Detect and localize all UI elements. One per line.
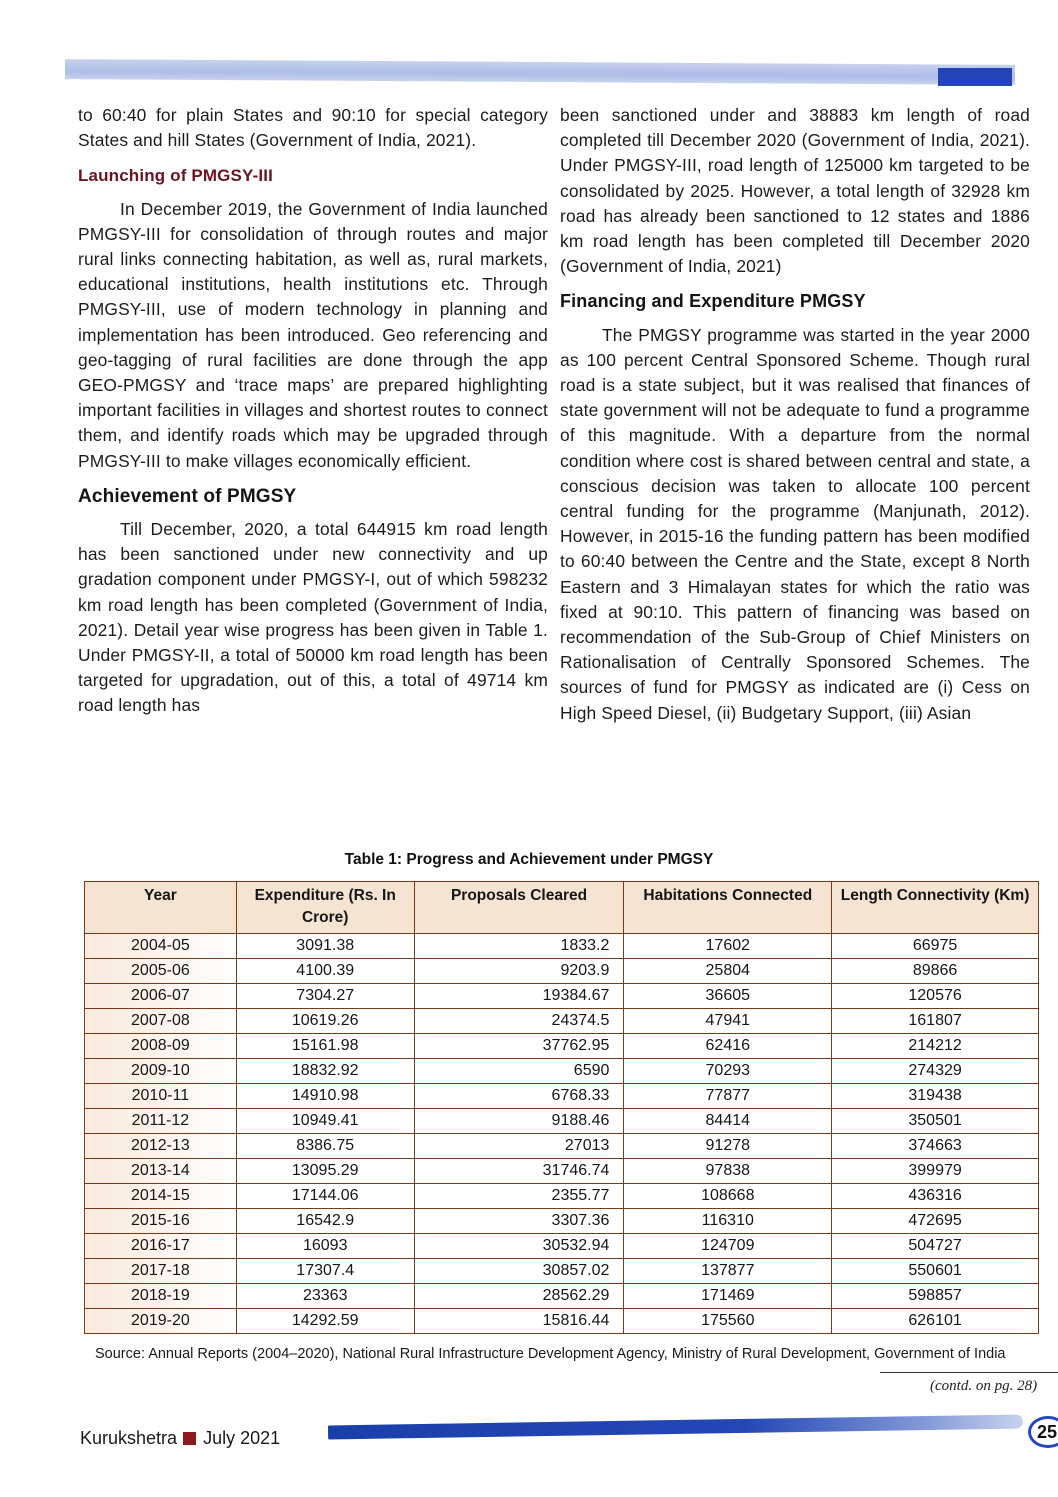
cell-habitations: 116310	[624, 1209, 832, 1234]
cell-habitations: 91278	[624, 1134, 832, 1159]
cell-year: 2017-18	[85, 1259, 237, 1284]
table-row	[85, 1034, 1039, 1059]
cell-year: 2014-15	[85, 1184, 237, 1209]
cell-year: 2011-12	[85, 1109, 237, 1134]
square-bullet-icon	[183, 1432, 196, 1445]
table-row	[85, 1009, 1039, 1034]
progress-table	[84, 881, 1039, 1334]
cell-expenditure: 16542.9	[236, 1209, 414, 1234]
cell-proposals: 31746.74	[414, 1159, 624, 1184]
cell-length: 436316	[832, 1184, 1039, 1209]
intro-paragraph: to 60:40 for plain States and 90:10 for special category States and hill States (Government of India, 2021).	[78, 105, 548, 151]
header-year: Year	[85, 882, 237, 934]
cell-length: 550601	[832, 1259, 1039, 1284]
cell-habitations: 17602	[624, 934, 832, 959]
cell-year: 2008-09	[85, 1034, 237, 1059]
cell-length: 319438	[832, 1084, 1039, 1109]
cell-proposals: 9203.9	[414, 959, 624, 984]
pmgsy-iii-paragraph: In December 2019, the Government of India launched PMGSY-III for consolidation of through routes and major rural links connecting habitation, as well as, rural markets, educational institutions, health institutions etc. Through PMGSY-III, use of modern technology in planning and implementation has been introduced. Geo referencing and geo-tagging of rural facilities are done through the app GEO-PMGSY and ‘trace maps’ are prepared highlighting important facilities in villages and shortest routes to connect them, and identify roads which may be upgraded through PMGSY-III to make villages economically efficient.	[78, 198, 548, 471]
cell-year: 2007-08	[85, 1009, 237, 1034]
cell-year: 2019-20	[85, 1309, 237, 1334]
cell-proposals: 19384.67	[414, 984, 624, 1009]
cell-habitations: 77877	[624, 1084, 832, 1109]
table-row	[85, 1309, 1039, 1334]
cell-proposals: 27013	[414, 1134, 624, 1159]
header-expenditure: Expenditure (Rs. In Crore)	[236, 882, 414, 934]
cell-habitations: 36605	[624, 984, 832, 1009]
cell-proposals: 37762.95	[414, 1034, 624, 1059]
table-row	[85, 1159, 1039, 1184]
left-column	[78, 103, 548, 719]
table-row	[85, 1259, 1039, 1284]
cell-proposals: 28562.29	[414, 1284, 624, 1309]
cell-length: 350501	[832, 1109, 1039, 1134]
issue-date: July 2021	[203, 1428, 281, 1448]
cell-year: 2006-07	[85, 984, 237, 1009]
cell-habitations: 124709	[624, 1234, 832, 1259]
cell-length: 626101	[832, 1309, 1039, 1334]
cell-expenditure: 14292.59	[236, 1309, 414, 1334]
cell-year: 2009-10	[85, 1059, 237, 1084]
cell-habitations: 175560	[624, 1309, 832, 1334]
cell-year: 2004-05	[85, 934, 237, 959]
cell-proposals: 30857.02	[414, 1259, 624, 1284]
cell-proposals: 15816.44	[414, 1309, 624, 1334]
cell-expenditure: 7304.27	[236, 984, 414, 1009]
table-row	[85, 1209, 1039, 1234]
cell-proposals: 6590	[414, 1059, 624, 1084]
cell-year: 2015-16	[85, 1209, 237, 1234]
cell-habitations: 171469	[624, 1284, 832, 1309]
cell-expenditure: 18832.92	[236, 1059, 414, 1084]
continued-note: (contd. on pg. 28)	[930, 1378, 1038, 1394]
cell-expenditure: 8386.75	[236, 1134, 414, 1159]
cell-length: 214212	[832, 1034, 1039, 1059]
cell-expenditure: 10619.26	[236, 1009, 414, 1034]
cell-habitations: 108668	[624, 1184, 832, 1209]
footer-publication	[80, 1428, 280, 1449]
cell-habitations: 84414	[624, 1109, 832, 1134]
cell-expenditure: 10949.41	[236, 1109, 414, 1134]
cell-expenditure: 23363	[236, 1284, 414, 1309]
footer-decorative-swoosh	[328, 1415, 1023, 1440]
cell-proposals: 24374.5	[414, 1009, 624, 1034]
financing-paragraph: The PMGSY programme was started in the year 2000 as 100 percent Central Sponsored Scheme. Though rural road is a state subject, but it was realised that finances of state government will not be adequate to fund a programme of this magnitude. With a departure from the normal condition where cost is shared between central and state, a conscious decision was taken to allocate 100 percent central funding for the programme (Manjunath, 2012). However, in 2015-16 the funding pattern has been modified to 60:40 between the Centre and the State, except 8 North Eastern and 3 Himalayan states for which the ratio was fixed at 90:10. This pattern of financing was based on recommendation of the Sub-Group of Chief Ministers on Rationalisation of Centrally Sponsored Schemes. The sources of fund for PMGSY as indicated are (i) Cess on High Speed Diesel, (ii) Budgetary Support, (iii) Asian	[560, 324, 1030, 723]
table-row	[85, 934, 1039, 959]
cell-length: 274329	[832, 1059, 1039, 1084]
cell-year: 2005-06	[85, 959, 237, 984]
continued-paragraph: been sanctioned under and 38883 km length of road completed till December 2020 (Government of India, 2021). Under PMGSY-III, road length of 125000 km targeted to be consolidated by 2025. However, a total length of 32928 km road has already been sanctioned to 12 states and 1886 km road length has been completed till December 2020 (Government of India, 2021)	[560, 105, 1030, 277]
cell-length: 161807	[832, 1009, 1039, 1034]
cell-habitations: 70293	[624, 1059, 832, 1084]
table-row	[85, 984, 1039, 1009]
table-row	[85, 959, 1039, 984]
cell-expenditure: 15161.98	[236, 1034, 414, 1059]
header-habitations: Habitations Connected	[624, 882, 832, 934]
header-proposals: Proposals Cleared	[414, 882, 624, 934]
cell-proposals: 3307.36	[414, 1209, 624, 1234]
right-column	[560, 103, 1030, 726]
cell-year: 2010-11	[85, 1084, 237, 1109]
cell-expenditure: 17144.06	[236, 1184, 414, 1209]
cell-expenditure: 4100.39	[236, 959, 414, 984]
cell-expenditure: 14910.98	[236, 1084, 414, 1109]
page-number-badge: 25	[1028, 1416, 1058, 1448]
cell-proposals: 6768.33	[414, 1084, 624, 1109]
cell-length: 120576	[832, 984, 1039, 1009]
table-row	[85, 1234, 1039, 1259]
cell-length: 374663	[832, 1134, 1039, 1159]
continued-rule	[880, 1372, 1058, 1373]
table-source-note: Source: Annual Reports (2004–2020), National Rural Infrastructure Development Agency, Ministry of Rural Development, Government of India	[95, 1346, 1006, 1362]
heading-financing: Financing and Expenditure PMGSY	[560, 291, 866, 312]
cell-year: 2018-19	[85, 1284, 237, 1309]
table-row	[85, 1184, 1039, 1209]
header-decorative-band	[65, 59, 1015, 85]
header-length: Length Connectivity (Km)	[832, 882, 1039, 934]
table-row	[85, 1059, 1039, 1084]
cell-expenditure: 13095.29	[236, 1159, 414, 1184]
cell-expenditure: 16093	[236, 1234, 414, 1259]
table-row	[85, 1134, 1039, 1159]
cell-habitations: 25804	[624, 959, 832, 984]
cell-habitations: 97838	[624, 1159, 832, 1184]
header-accent-block	[938, 68, 1012, 86]
cell-proposals: 2355.77	[414, 1184, 624, 1209]
table-header-row	[85, 882, 1039, 934]
cell-year: 2013-14	[85, 1159, 237, 1184]
cell-length: 472695	[832, 1209, 1039, 1234]
cell-length: 399979	[832, 1159, 1039, 1184]
achievement-paragraph: Till December, 2020, a total 644915 km road length has been sanctioned under new connectivity and up gradation component under PMGSY-I, out of which 598232 km road length has been completed (Government of India, 2021). Detail year wise progress has been given in Table 1. Under PMGSY-II, a total of 50000 km road length has been targeted for upgradation, out of this, a total of 49714 km road length has	[78, 519, 548, 716]
publication-name: Kurukshetra	[80, 1428, 178, 1448]
table-caption: Table 1: Progress and Achievement under PMGSY	[344, 851, 714, 868]
heading-launching-pmgsy-iii: Launching of PMGSY-III	[78, 166, 274, 186]
cell-proposals: 1833.2	[414, 934, 624, 959]
table-row	[85, 1284, 1039, 1309]
cell-length: 598857	[832, 1284, 1039, 1309]
cell-habitations: 47941	[624, 1009, 832, 1034]
cell-proposals: 30532.94	[414, 1234, 624, 1259]
cell-length: 504727	[832, 1234, 1039, 1259]
table-row	[85, 1109, 1039, 1134]
cell-expenditure: 3091.38	[236, 934, 414, 959]
heading-achievement: Achievement of PMGSY	[78, 485, 297, 507]
cell-expenditure: 17307.4	[236, 1259, 414, 1284]
cell-length: 89866	[832, 959, 1039, 984]
cell-length: 66975	[832, 934, 1039, 959]
cell-proposals: 9188.46	[414, 1109, 624, 1134]
cell-year: 2016-17	[85, 1234, 237, 1259]
cell-habitations: 62416	[624, 1034, 832, 1059]
table-row	[85, 1084, 1039, 1109]
cell-year: 2012-13	[85, 1134, 237, 1159]
cell-habitations: 137877	[624, 1259, 832, 1284]
